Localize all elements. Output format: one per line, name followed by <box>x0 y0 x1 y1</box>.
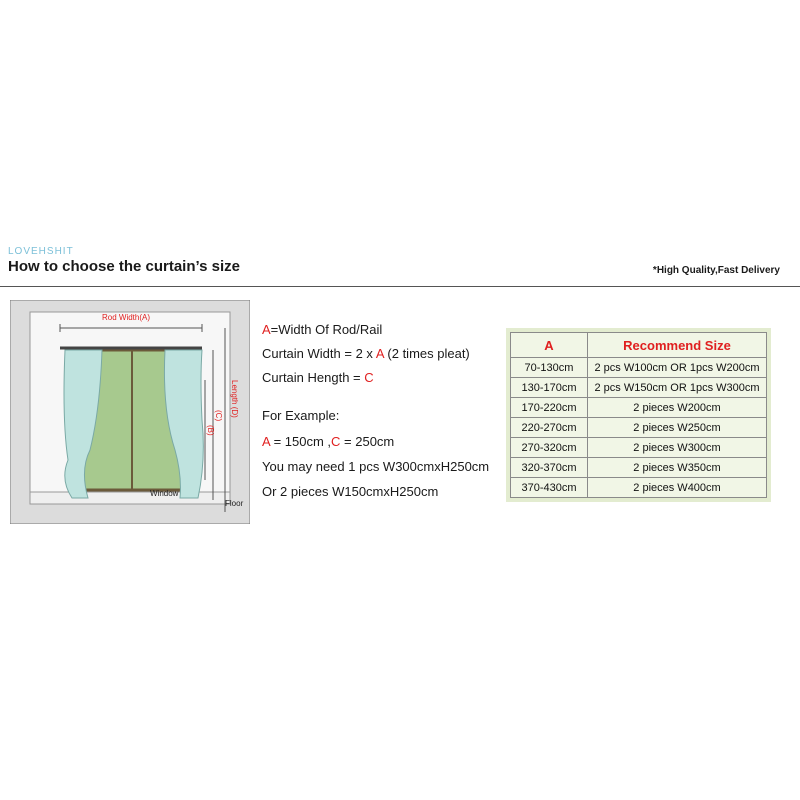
window-sill <box>30 492 230 504</box>
size-cell: 2 pieces W350cm <box>588 458 767 478</box>
range-cell: 220-270cm <box>511 418 588 438</box>
example-text: = 250cm <box>340 434 395 449</box>
key-a: A <box>262 434 270 449</box>
formula-curtain-height <box>262 370 374 385</box>
size-cell: 2 pcs W150cm OR 1pcs W300cm <box>588 378 767 398</box>
size-cell: 2 pieces W300cm <box>588 438 767 458</box>
table-row <box>511 378 767 398</box>
example-one-piece: You may need 1 pcs W300cmxH250cm <box>262 459 490 474</box>
range-cell: 320-370cm <box>511 458 588 478</box>
formula-rod-width <box>262 322 382 337</box>
curtain-measurement-diagram <box>10 300 250 524</box>
page-title: How to choose the curtain’s size <box>8 258 240 275</box>
formula-text: Curtain Width = 2 x <box>262 346 376 361</box>
example-two-pieces: Or 2 pieces W150cmxH250cm <box>262 484 439 499</box>
rod-width-label: Rod Width(A) <box>102 313 151 322</box>
formula-text: (2 times pleat) <box>383 346 470 361</box>
table-header-row <box>511 333 767 358</box>
formula-curtain-width <box>262 346 470 361</box>
length-c-label: (C) <box>214 410 223 422</box>
range-cell: 130-170cm <box>511 378 588 398</box>
table-row <box>511 478 767 498</box>
table-row <box>511 398 767 418</box>
size-cell: 2 pieces W250cm <box>588 418 767 438</box>
size-cell: 2 pieces W400cm <box>588 478 767 498</box>
length-d-label: Length (D) <box>230 380 239 418</box>
header-a: A <box>511 333 588 358</box>
brand-logo: LOVEHSHIT <box>8 246 74 257</box>
range-cell: 270-320cm <box>511 438 588 458</box>
tagline: *High Quality,Fast Delivery <box>652 265 780 276</box>
range-cell: 70-130cm <box>511 358 588 378</box>
size-cell: 2 pcs W100cm OR 1pcs W200cm <box>588 358 767 378</box>
key-a: A <box>375 346 384 361</box>
table-row <box>511 438 767 458</box>
range-cell: 170-220cm <box>511 398 588 418</box>
example-text: = 150cm , <box>269 434 332 449</box>
length-b-label: (B) <box>206 425 215 436</box>
header-recommend-size: Recommend Size <box>588 333 767 358</box>
table-row <box>511 358 767 378</box>
table-row <box>511 418 767 438</box>
key-c: C <box>364 370 374 385</box>
floor-label: Floor <box>225 499 244 508</box>
formula-text: =Width Of Rod/Rail <box>270 322 383 337</box>
key-a: A <box>262 322 271 337</box>
recommend-size-table <box>510 332 767 498</box>
example-title: For Example: <box>262 408 340 423</box>
formula-text: Curtain Hength = <box>262 370 365 385</box>
window-label: Window <box>150 489 179 498</box>
header-divider <box>0 286 800 287</box>
range-cell: 370-430cm <box>511 478 588 498</box>
table-row <box>511 458 767 478</box>
key-c: C <box>331 434 341 449</box>
example-values <box>262 434 394 449</box>
size-cell: 2 pieces W200cm <box>588 398 767 418</box>
